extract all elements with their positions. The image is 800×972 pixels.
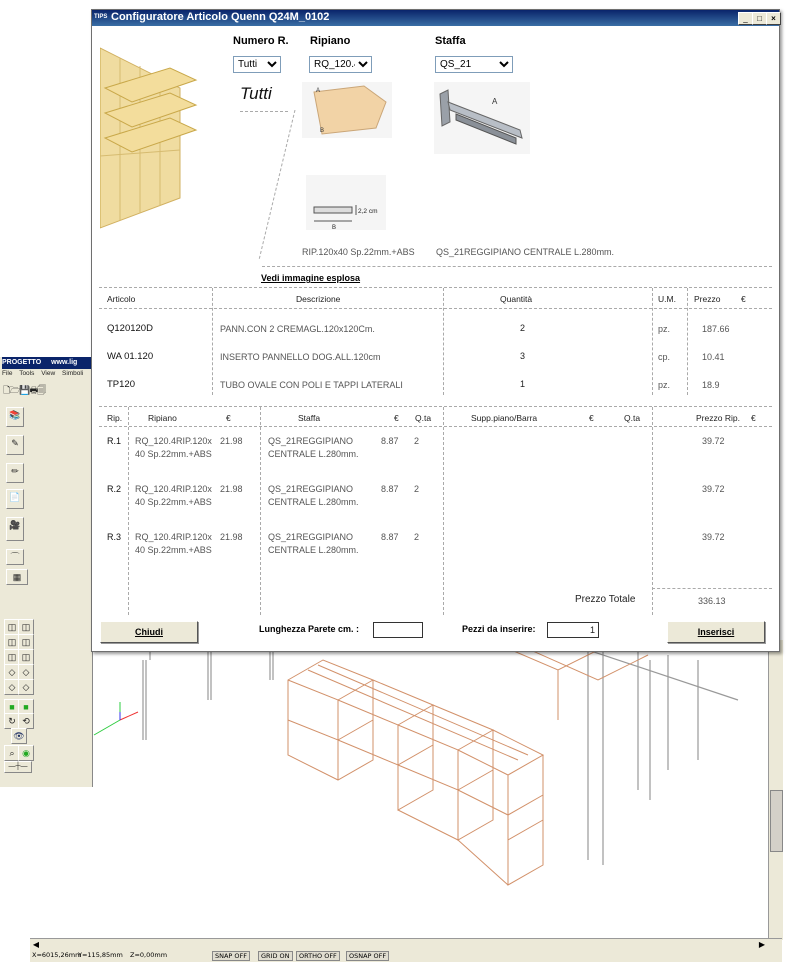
configurator-dialog xyxy=(91,9,780,652)
menu-tools[interactable]: Tools xyxy=(19,370,35,377)
articolo-um: pz. xyxy=(658,324,671,334)
numero-r-label: Numero R. xyxy=(233,35,289,47)
orbit-icon[interactable]: ⟲ xyxy=(18,713,34,729)
view-cube-1-icon[interactable]: ◫ xyxy=(4,619,20,635)
view-cube-6-icon[interactable]: ◫ xyxy=(18,649,34,665)
col-prezzo-rip: Prezzo Rip. xyxy=(696,413,740,423)
col-staffa-qta: Q.ta xyxy=(415,413,432,423)
table-col-divider xyxy=(687,288,688,395)
col-supp-qta: Q.ta xyxy=(624,413,641,423)
table-col-divider xyxy=(128,407,129,615)
ripiano-image xyxy=(302,82,392,138)
table-col-divider xyxy=(652,407,653,615)
tips-logo: TIPS xyxy=(94,14,108,20)
staffa-label: Staffa xyxy=(435,35,466,47)
shelf-staffa-qta: 2 xyxy=(414,436,420,446)
table-border-top xyxy=(99,287,772,288)
vertical-scrollbar[interactable] xyxy=(768,640,783,940)
shelf-staffa-line2: CENTRALE L.280mm. xyxy=(268,449,359,459)
close-button[interactable]: × xyxy=(766,12,781,25)
articolo-description: TUBO OVALE CON POLI E TAPPI LATERALI xyxy=(220,380,403,390)
view-iso-1-icon[interactable]: ◇ xyxy=(4,664,20,680)
articolo-code: WA 01.120 xyxy=(107,351,154,362)
maximize-button[interactable]: □ xyxy=(752,12,767,25)
eye-icon[interactable]: 👁 xyxy=(11,728,27,744)
progetto-title: PROGETTO xyxy=(2,359,42,366)
articolo-description: PANN.CON 2 CREMAGL.120x120Cm. xyxy=(220,324,375,334)
shelf-staffa-price: 8.87 xyxy=(381,436,399,446)
shelf-staffa-line1: QS_21REGGIPIANO xyxy=(268,484,354,494)
table-border-top xyxy=(99,406,772,407)
shelf-ripiano-line2: 40 Sp.22mm.+ABS xyxy=(135,545,212,555)
rotate-icon[interactable]: ↻ xyxy=(4,713,20,729)
shelf-rip: R.1 xyxy=(107,436,122,446)
shelf-ripiano-line2: 40 Sp.22mm.+ABS xyxy=(135,497,212,507)
coord-x: X=6015,26mm xyxy=(32,951,82,959)
view-cube-5-icon[interactable]: ◫ xyxy=(4,649,20,665)
shelf-price: 39.72 xyxy=(702,436,725,446)
staffa-select[interactable] xyxy=(435,56,513,73)
articolo-um: pz. xyxy=(658,380,671,390)
shelf-ripiano-line1: RQ_120.4RIP.120x xyxy=(135,436,212,446)
camera-tripod-icon[interactable]: 🎥 xyxy=(6,517,24,541)
snap-toggle[interactable]: SNAP OFF xyxy=(212,951,250,961)
close-dialog-button[interactable]: Chiudi xyxy=(100,621,198,643)
view-iso-4-icon[interactable]: ◇ xyxy=(18,679,34,695)
col-descrizione: Descrizione xyxy=(296,294,341,304)
shelf-ripiano-price: 21.98 xyxy=(220,484,243,494)
staffa-image-a: A xyxy=(492,97,498,106)
shelf-staffa-qta: 2 xyxy=(414,532,420,542)
wall-length-input[interactable] xyxy=(373,622,423,638)
ripiano-description: RIP.120x40 Sp.22mm.+ABS xyxy=(302,247,415,257)
shelving-unit-image xyxy=(100,38,198,230)
col-quantita: Quantità xyxy=(500,294,533,304)
col-articolo: Articolo xyxy=(107,294,136,304)
total-value: 336.13 xyxy=(698,596,726,606)
shelf-rip: R.2 xyxy=(107,484,122,494)
col-prezzo-rip-euro: € xyxy=(751,413,756,423)
menu-view[interactable]: View xyxy=(41,370,56,377)
ripiano-image-a: A xyxy=(316,88,321,94)
col-euro: € xyxy=(741,294,746,304)
scroll-right-icon[interactable]: ▶ xyxy=(758,940,766,949)
view-iso-3-icon[interactable]: ◇ xyxy=(4,679,20,695)
shelf-ripiano-price: 21.98 xyxy=(220,532,243,542)
insert-button[interactable]: Inserisci xyxy=(667,621,765,643)
shelf-staffa-line2: CENTRALE L.280mm. xyxy=(268,545,359,555)
shade-2-icon[interactable]: ■ xyxy=(18,699,34,715)
ripiano-select[interactable] xyxy=(309,56,372,73)
exploded-view-link[interactable]: Vedi immagine esplosa xyxy=(261,273,361,283)
table-col-divider xyxy=(443,288,444,395)
coord-z: Z=0,00mm xyxy=(130,951,168,959)
pan-icon[interactable]: ◉ xyxy=(18,745,34,761)
col-prezzo: Prezzo xyxy=(694,294,721,304)
ripiano-label: Ripiano xyxy=(310,35,351,47)
shelf-ripiano-line1: RQ_120.4RIP.120x xyxy=(135,532,212,542)
ortho-toggle[interactable]: ORTHO OFF xyxy=(296,951,340,961)
articolo-code: Q120120D xyxy=(107,323,153,334)
total-label: Prezzo Totale xyxy=(575,594,636,605)
view-cube-2-icon[interactable]: ◫ xyxy=(18,619,34,635)
shelf-staffa-price: 8.87 xyxy=(381,532,399,542)
measure-icon[interactable]: —┼— xyxy=(4,761,32,773)
articolo-quantity: 3 xyxy=(520,351,526,361)
table-col-divider xyxy=(443,407,444,615)
osnap-toggle[interactable]: OSNAP OFF xyxy=(346,951,389,961)
scroll-left-icon[interactable]: ◀ xyxy=(32,940,40,949)
shelf-price: 39.72 xyxy=(702,484,725,494)
minimize-button[interactable]: _ xyxy=(738,12,753,25)
col-rip: Rip. xyxy=(107,413,123,423)
shade-1-icon[interactable]: ■ xyxy=(4,699,20,715)
table-col-divider xyxy=(260,407,261,615)
staffa-image xyxy=(434,82,530,154)
view-cube-3-icon[interactable]: ◫ xyxy=(4,634,20,650)
grid-toggle[interactable]: GRID ON xyxy=(258,951,293,961)
table-border-header xyxy=(99,426,772,427)
shelf-staffa-line2: CENTRALE L.280mm. xyxy=(268,497,359,507)
callout-line xyxy=(257,110,297,270)
col-ripiano: Ripiano xyxy=(148,413,177,423)
coord-y: Y=115,85mm xyxy=(78,951,123,959)
dialog-title: Configuratore Articolo Quenn Q24M_0102 xyxy=(111,11,330,23)
document-icon[interactable]: 📄 xyxy=(6,489,24,509)
col-supp-euro: € xyxy=(589,413,594,423)
catalog-icon[interactable]: 📚 xyxy=(6,407,24,427)
dialog-title-bar[interactable] xyxy=(92,10,779,26)
progetto-title-suffix: www.lig xyxy=(51,359,78,366)
curve-icon[interactable]: ⌒ xyxy=(6,549,24,565)
status-bar xyxy=(30,950,782,962)
articolo-price: 10.41 xyxy=(702,352,725,362)
col-supp: Supp.piano/Barra xyxy=(471,413,538,423)
ripiano-image-b: B xyxy=(320,128,325,134)
shelving-frame-drawing xyxy=(288,640,648,885)
numero-r-select[interactable] xyxy=(233,56,281,73)
table-col-divider xyxy=(652,288,653,395)
shelf-ripiano-price: 21.98 xyxy=(220,436,243,446)
col-staffa-euro: € xyxy=(394,413,399,423)
ripiano-section-dim: 2,2 cm xyxy=(358,208,378,215)
shelf-staffa-qta: 2 xyxy=(414,484,420,494)
shelf-staffa-price: 8.87 xyxy=(381,484,399,494)
ripiano-section-b: B xyxy=(332,225,337,230)
cad-drawing-canvas[interactable] xyxy=(38,640,768,938)
progetto-window xyxy=(0,357,93,787)
menu-file[interactable]: File xyxy=(2,370,13,377)
shelf-ripiano-line2: 40 Sp.22mm.+ABS xyxy=(135,449,212,459)
pencil-icon[interactable]: ✏ xyxy=(6,463,24,483)
shelf-staffa-line1: QS_21REGGIPIANO xyxy=(268,532,354,542)
staffa-description: QS_21REGGIPIANO CENTRALE L.280mm. xyxy=(436,247,615,257)
col-staffa: Staffa xyxy=(298,413,321,423)
zoom-icon[interactable]: ⌕ xyxy=(4,745,20,761)
articolo-quantity: 2 xyxy=(520,323,526,333)
numero-r-caption: Tutti xyxy=(240,84,272,103)
shelf-rip: R.3 xyxy=(107,532,122,542)
articolo-code: TP120 xyxy=(107,379,135,390)
render-icon[interactable]: ▦ xyxy=(6,569,28,585)
total-divider xyxy=(652,588,772,589)
axis-icon xyxy=(94,702,138,735)
shelf-staffa-line1: QS_21REGGIPIANO xyxy=(268,436,354,446)
pieces-input[interactable]: 1 xyxy=(547,622,599,638)
articolo-price: 187.66 xyxy=(702,324,730,334)
pieces-label: Pezzi da inserire: xyxy=(462,624,536,634)
shelf-price: 39.72 xyxy=(702,532,725,542)
progetto-menu-bar xyxy=(2,370,88,380)
articolo-um: cp. xyxy=(658,352,671,362)
view-iso-2-icon[interactable]: ◇ xyxy=(18,664,34,680)
articolo-quantity: 1 xyxy=(520,379,526,389)
col-um: U.M. xyxy=(658,294,676,304)
col-ripiano-euro: € xyxy=(226,413,231,423)
articolo-price: 18.9 xyxy=(702,380,720,390)
view-cube-4-icon[interactable]: ◫ xyxy=(18,634,34,650)
toolbar-file-icons[interactable]: 🗋🗁💾🖶🗐 xyxy=(3,385,46,395)
articolo-description: INSERTO PANNELLO DOG.ALL.120cm xyxy=(220,352,381,362)
section-divider xyxy=(262,266,772,267)
wall-length-label: Lunghezza Parete cm. : xyxy=(259,624,360,634)
ripiano-section-image xyxy=(306,175,386,230)
table-col-divider xyxy=(212,288,213,395)
menu-simboli[interactable]: Simboli xyxy=(61,370,84,377)
table-border-header xyxy=(99,308,772,309)
edit-icon[interactable]: ✎ xyxy=(6,435,24,455)
shelf-ripiano-line1: RQ_120.4RIP.120x xyxy=(135,484,212,494)
scroll-thumb[interactable] xyxy=(770,790,783,852)
progetto-title-bar[interactable] xyxy=(2,357,92,369)
